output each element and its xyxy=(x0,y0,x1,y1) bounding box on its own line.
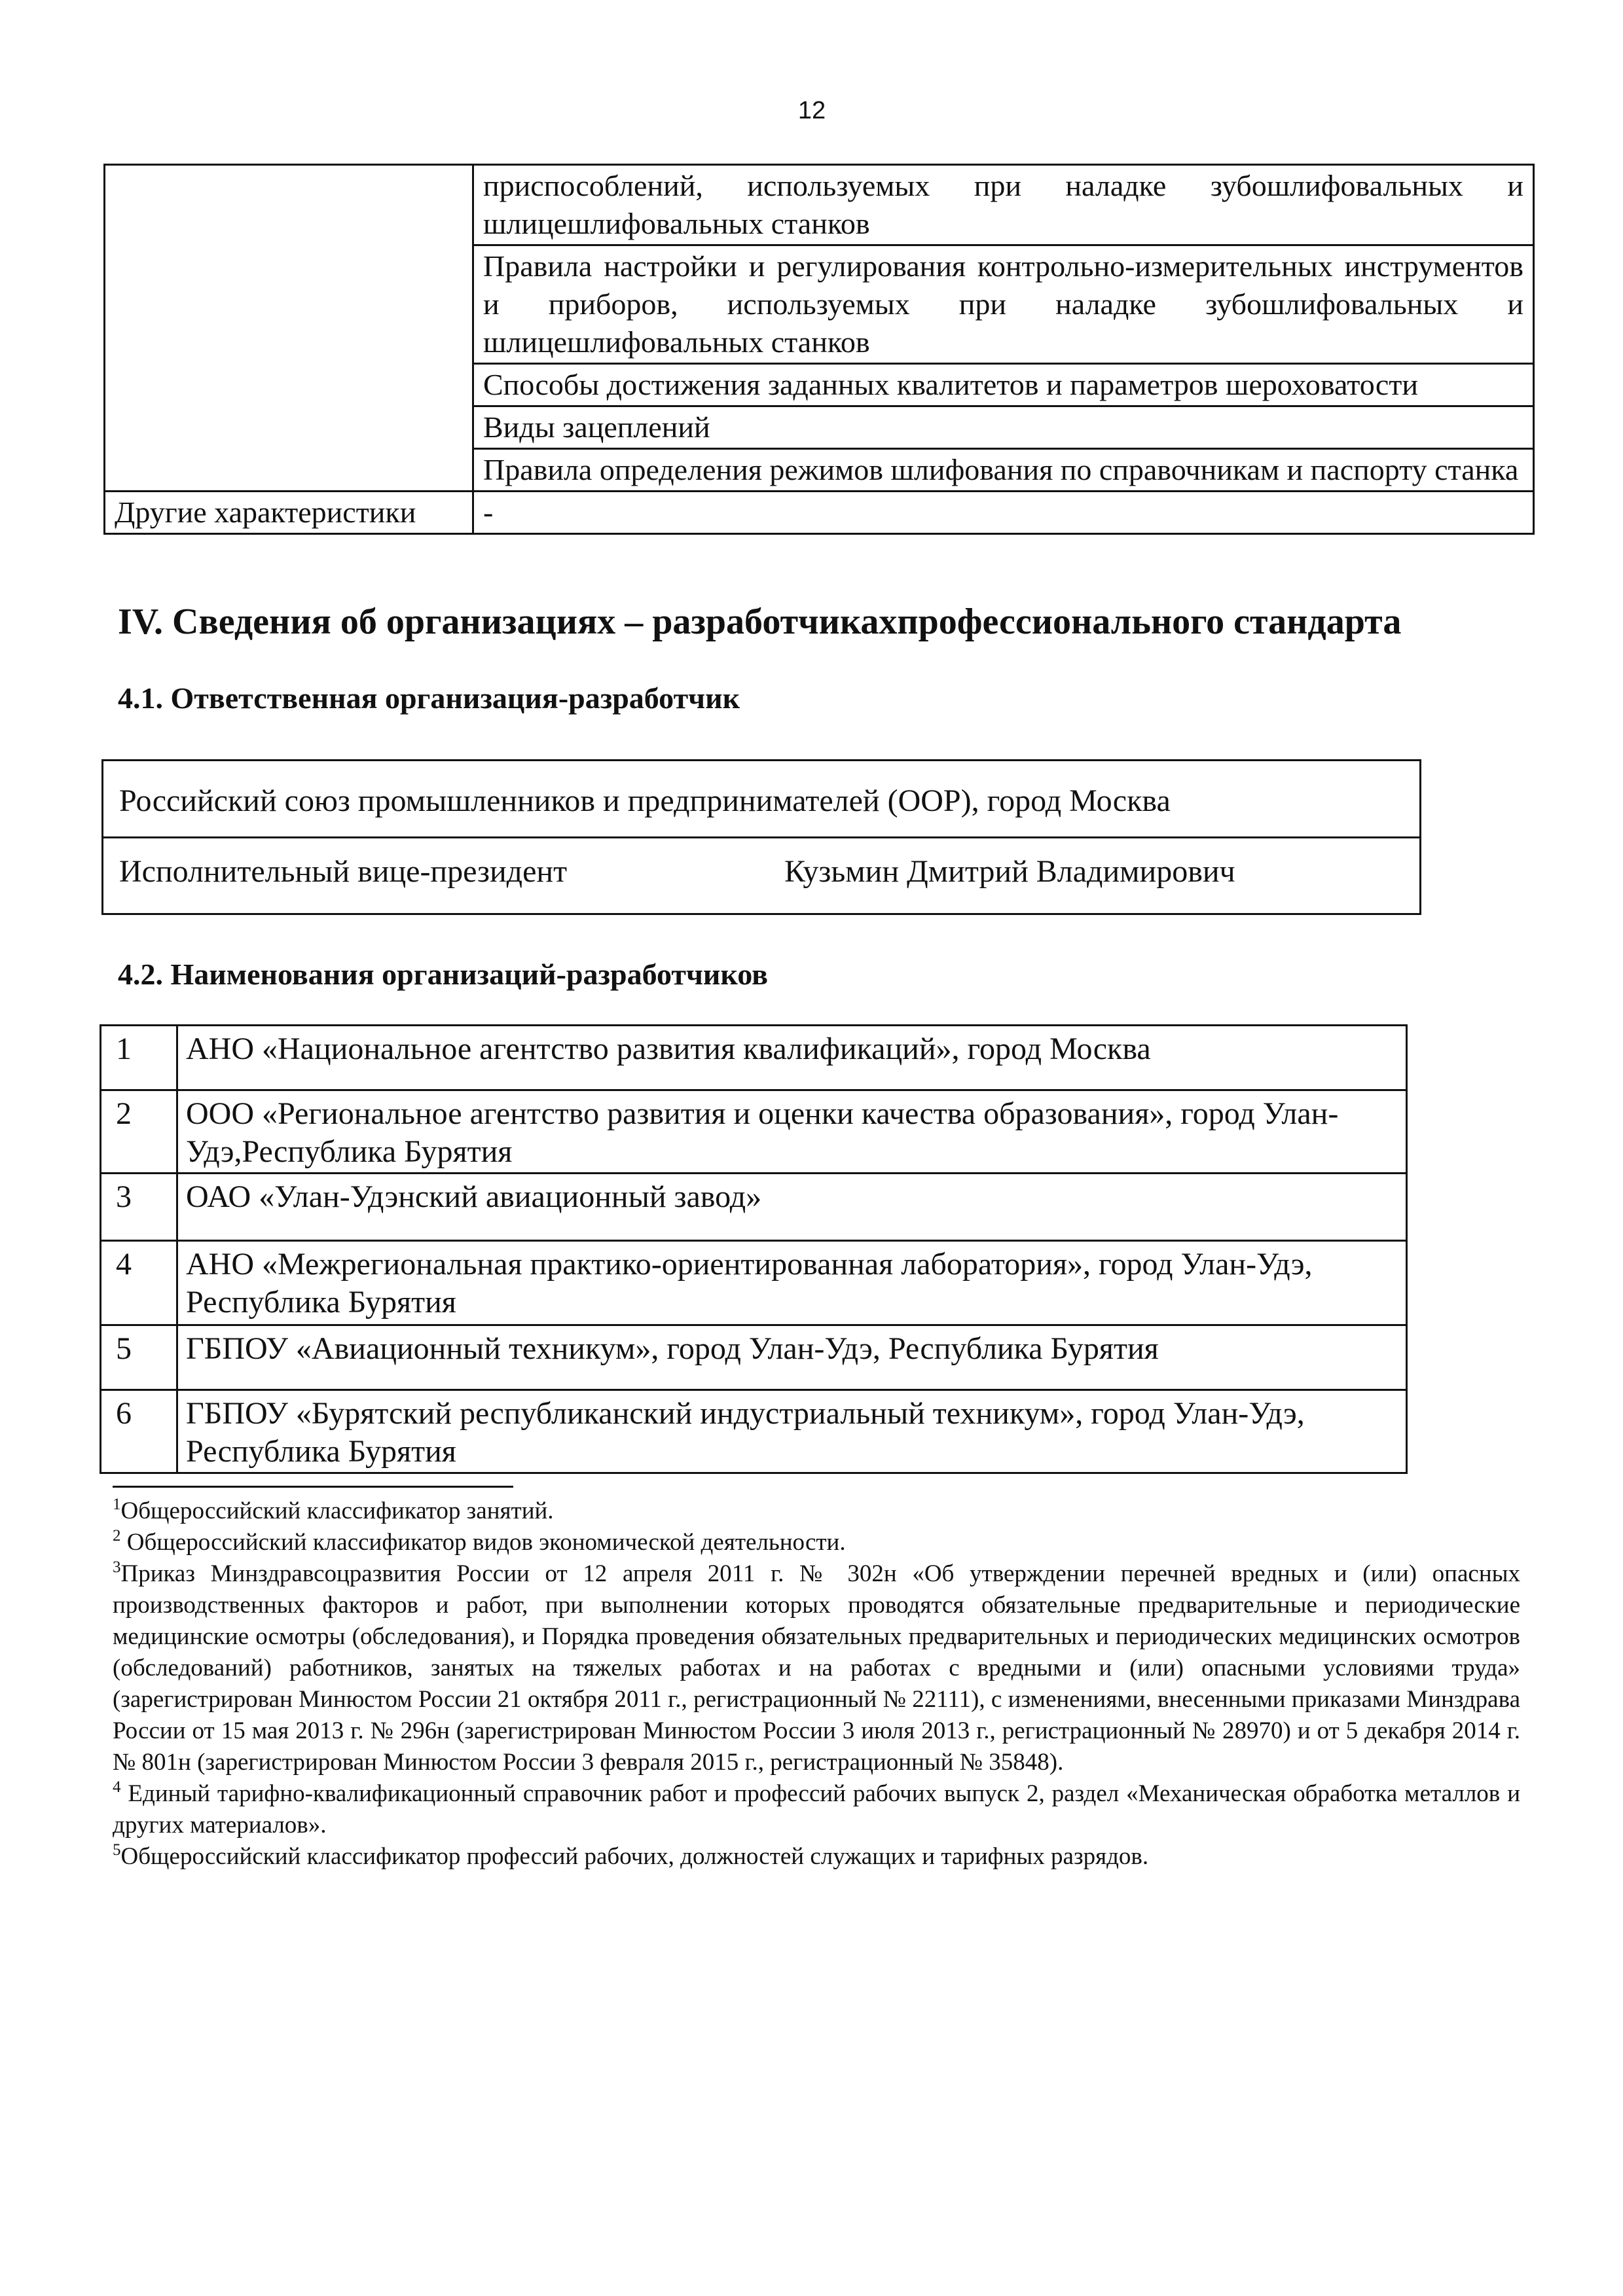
table-row xyxy=(101,1241,1407,1325)
other-characteristics-label: Другие характеристики xyxy=(105,492,473,534)
developers-heading: 4.2. Наименования организаций-разработчиков xyxy=(118,958,768,991)
row-label-cell xyxy=(105,165,473,492)
footnote xyxy=(113,1558,1520,1778)
footnote-text: Общероссийский классификатор профессий рабочих, должностей служащих и тарифных разрядов. xyxy=(120,1843,1149,1870)
knowledge-item: Виды зацеплений xyxy=(473,406,1534,449)
knowledge-item: Правила определения режимов шлифования по справочникам и паспорту станка xyxy=(473,449,1534,492)
footnote xyxy=(113,1841,1520,1873)
developer-name: ОАО «Улан-Удэнский авиационный завод» xyxy=(177,1174,1407,1241)
row-number: 3 xyxy=(101,1174,177,1241)
knowledge-table xyxy=(103,164,1535,535)
footnote-text: Приказ Минздравсоцразвития России от 12 апреля 2011 г. № 302н «Об утверждении перечней вредных и (или) опасных производственных факторов и работ, при выполнении которых проводятся обязательные предварительные и периодические медицинские осмотры (обследования), и Порядка проведения обязательных предварительных и периодических медицинских осмотров (обследований) работников, занятых на тяжелых работах и на работах с вредными и (или) опасными условиями труда» (зарегистрирован Минюстом России 21 октября 2011 г., регистрационный № 22111), с изменениями, внесенными приказами Минздрава России от 15 мая 2013 г. № 296н (зарегистрирован Минюстом России 3 июля 2013 г., регистрационный № 28970) и от 5 декабря 2014 г. № 801н (зарегистрирован Минюстом России 3 февраля 2015 г., регистрационный № 35848). xyxy=(113,1560,1520,1776)
developers-table xyxy=(100,1024,1408,1474)
footnote-mark: 1 xyxy=(113,1496,121,1513)
knowledge-item: приспособлений, используемых при наладке зубошлифовальных и шлицешлифовальных станков xyxy=(473,165,1534,245)
row-number: 6 xyxy=(101,1390,177,1473)
row-number: 1 xyxy=(101,1026,177,1090)
footnote-mark: 2 xyxy=(113,1527,121,1545)
footnote-separator xyxy=(113,1486,513,1488)
developer-name: ГБПОУ «Авиационный техникум», город Улан-Удэ, Республика Бурятия xyxy=(177,1325,1407,1390)
section-title: IV. Сведения об организациях – разработчикахпрофессионального стандарта xyxy=(118,601,1402,642)
developer-name: ООО «Региональное агентство развития и оценки качества образования», город Улан-Удэ,Республика Бурятия xyxy=(177,1090,1407,1174)
footnote xyxy=(113,1496,1520,1527)
responsible-org-heading: 4.1. Ответственная организация-разработчик xyxy=(118,681,740,715)
row-number: 2 xyxy=(101,1090,177,1174)
footnote-text: Общероссийский классификатор занятий. xyxy=(120,1498,554,1524)
table-row xyxy=(105,492,1534,534)
footnote xyxy=(113,1778,1520,1841)
signatory-name: Кузьмин Дмитрий Владимирович xyxy=(784,854,1235,889)
row-number: 4 xyxy=(101,1241,177,1325)
developer-name: АНО «Национальное агентство развития квалификаций», город Москва xyxy=(177,1026,1407,1090)
table-row xyxy=(101,1026,1407,1090)
page-number: 12 xyxy=(797,97,826,124)
knowledge-item: Способы достижения заданных квалитетов и параметров шероховатости xyxy=(473,364,1534,406)
table-row xyxy=(101,1325,1407,1390)
developer-name: АНО «Межрегиональная практико-ориентированная лаборатория», город Улан-Удэ, Республика Бурятия xyxy=(177,1241,1407,1325)
footnote-mark: 4 xyxy=(113,1778,121,1796)
responsible-org-table xyxy=(101,759,1421,915)
footnote-text: Единый тарифно-квалификационный справочник работ и профессий рабочих выпуск 2, раздел «Механическая обработка металлов и других материалов». xyxy=(113,1780,1520,1839)
footnote-mark: 3 xyxy=(113,1558,121,1576)
footnote xyxy=(113,1527,1520,1558)
responsible-org-name: Российский союз промышленников и предпринимателей (ООР), город Москва xyxy=(103,761,1419,838)
other-characteristics-value: - xyxy=(473,492,1534,534)
footnotes xyxy=(113,1496,1520,1873)
signatory-position: Исполнительный вице-президент xyxy=(119,854,568,889)
developer-name: ГБПОУ «Бурятский республиканский индустриальный техникум», город Улан-Удэ, Республика Бурятия xyxy=(177,1390,1407,1473)
footnote-mark: 5 xyxy=(113,1841,121,1859)
responsible-org-signatory-row xyxy=(103,838,1419,891)
knowledge-item: Правила настройки и регулирования контрольно-измерительных инструментов и приборов, используемых при наладке зубошлифовальных и шлицешлифовальных станков xyxy=(473,245,1534,364)
table-row xyxy=(101,1390,1407,1473)
table-row xyxy=(101,1174,1407,1241)
row-number: 5 xyxy=(101,1325,177,1390)
footnote-text: Общероссийский классификатор видов экономической деятельности. xyxy=(120,1529,846,1556)
table-row xyxy=(101,1090,1407,1174)
table-row xyxy=(105,165,1534,245)
